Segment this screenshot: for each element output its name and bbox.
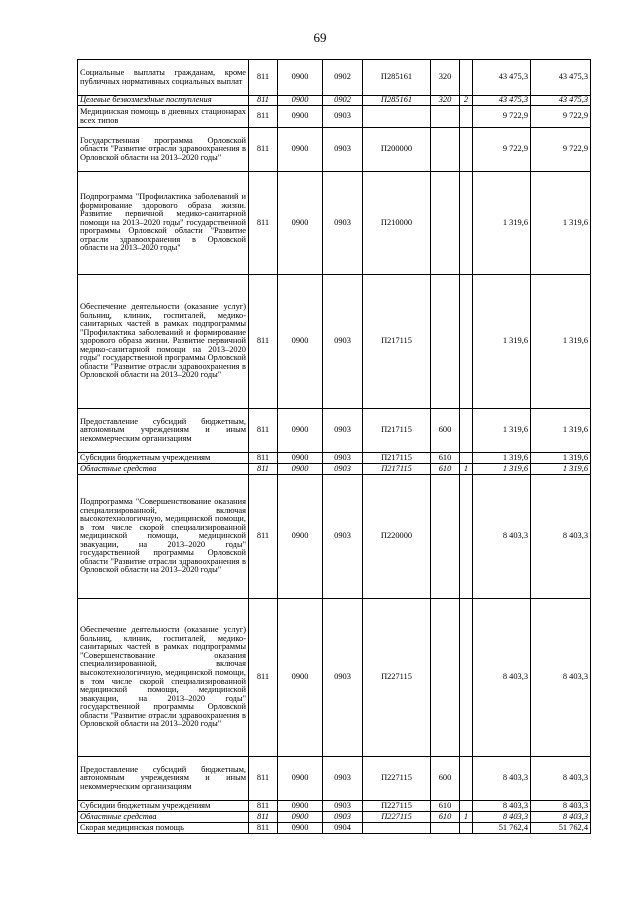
row-sum2: 43 475,3 (531, 60, 591, 96)
row-ist (460, 275, 473, 409)
row-vr (431, 275, 460, 409)
row-rz: 0900 (278, 757, 323, 801)
row-sum1: 1 319,6 (473, 453, 531, 464)
row-gr: 811 (249, 823, 278, 834)
row-name: Скорая медицинская помощь (78, 823, 249, 834)
row-name: Социальные выплаты гражданам, кроме публичных нормативных социальных выплат (78, 60, 249, 96)
row-cs: П285161 (363, 60, 431, 96)
row-cs: П220000 (363, 475, 431, 599)
row-name: Областные средства (78, 812, 249, 823)
row-vr (431, 599, 460, 757)
row-pr: 0903 (323, 475, 363, 599)
row-pr: 0902 (323, 60, 363, 96)
row-sum2: 8 403,3 (531, 599, 591, 757)
row-rz: 0900 (278, 464, 323, 475)
row-vr (431, 475, 460, 599)
row-rz: 0900 (278, 275, 323, 409)
row-vr: 610 (431, 464, 460, 475)
row-name: Областные средства (78, 464, 249, 475)
row-ist (460, 475, 473, 599)
row-gr: 811 (249, 409, 278, 453)
row-ist (460, 453, 473, 464)
row-sum1: 9 722,9 (473, 106, 531, 128)
row-name: Обеспечение деятельности (оказание услуг) больниц, клиник, госпиталей, медико-санитарных частей в рамках подпрограммы "Профилактика заболеваний и формирование здорового образа жизни. Развитие первичной медико-санитарной помощи на 2013–2020 годы" государственной программы Орловской области "Развитие отрасли здравоохранения в Орловской области на 2013–2020 годы" (78, 275, 249, 409)
table-row (78, 801, 591, 812)
table-row (78, 757, 591, 801)
row-cs: П227115 (363, 801, 431, 812)
row-ist (460, 128, 473, 172)
row-sum1: 1 319,6 (473, 464, 531, 475)
row-sum2: 1 319,6 (531, 275, 591, 409)
row-gr: 811 (249, 275, 278, 409)
row-ist (460, 409, 473, 453)
row-rz: 0900 (278, 409, 323, 453)
row-rz: 0900 (278, 128, 323, 172)
row-ist: 2 (460, 96, 473, 106)
row-pr: 0903 (323, 757, 363, 801)
row-name: Подпрограмма "Совершенствование оказания специализированной, включая высокотехнологичную, медицинской помощи, в том числе скорой специализированной медицинской помощи, медицинской эвакуации, на 2013–2020 годы" государственной программы Орловской области "Развитие отрасли здравоохранения в Орловской области на 2013–2020 годы" (78, 475, 249, 599)
row-sum1: 1 319,6 (473, 409, 531, 453)
row-cs: П210000 (363, 172, 431, 275)
row-cs (363, 823, 431, 834)
row-ist: 1 (460, 464, 473, 475)
row-name: Субсидии бюджетным учреждениям (78, 453, 249, 464)
row-sum1: 1 319,6 (473, 172, 531, 275)
row-gr: 811 (249, 801, 278, 812)
row-gr: 811 (249, 464, 278, 475)
row-cs: П217115 (363, 409, 431, 453)
row-pr: 0903 (323, 128, 363, 172)
row-sum2: 8 403,3 (531, 801, 591, 812)
row-cs: П227115 (363, 812, 431, 823)
row-pr: 0903 (323, 453, 363, 464)
row-rz: 0900 (278, 172, 323, 275)
row-pr: 0903 (323, 801, 363, 812)
row-cs: П200000 (363, 128, 431, 172)
row-vr: 320 (431, 60, 460, 96)
row-name: Предоставление субсидий бюджетным, автономным учреждениям и иным некоммерческим организациям (78, 409, 249, 453)
row-gr: 811 (249, 599, 278, 757)
row-rz: 0900 (278, 812, 323, 823)
row-sum2: 9 722,9 (531, 106, 591, 128)
row-sum1: 43 475,3 (473, 96, 531, 106)
row-pr: 0903 (323, 106, 363, 128)
row-ist (460, 801, 473, 812)
row-gr: 811 (249, 128, 278, 172)
row-sum1: 9 722,9 (473, 128, 531, 172)
row-pr: 0903 (323, 599, 363, 757)
row-rz: 0900 (278, 599, 323, 757)
row-rz: 0900 (278, 96, 323, 106)
row-gr: 811 (249, 106, 278, 128)
table-row (78, 60, 591, 96)
row-ist (460, 757, 473, 801)
row-name: Обеспечение деятельности (оказание услуг) больниц, клиник, госпиталей, медико-санитарных частей в рамках подпрограммы "Совершенствование оказания специализированной, включая высокотехнологичную, медицинской помощи, в том числе скорой специализированной медицинской помощи, медицинской эвакуации, на 2013–2020 годы" государственной программы Орловской области "Развитие отрасли здравоохранения в Орловской области на 2013–2020 годы" (78, 599, 249, 757)
row-pr: 0903 (323, 275, 363, 409)
row-ist (460, 106, 473, 128)
row-name: Медицинская помощь в дневных стационарах всех типов (78, 106, 249, 128)
row-ist (460, 172, 473, 275)
table-row (78, 128, 591, 172)
row-vr: 320 (431, 96, 460, 106)
row-vr: 610 (431, 812, 460, 823)
table-row (78, 453, 591, 464)
row-rz: 0900 (278, 801, 323, 812)
row-sum2: 1 319,6 (531, 464, 591, 475)
row-name: Предоставление субсидий бюджетным, автономным учреждениям и иным некоммерческим организациям (78, 757, 249, 801)
row-pr: 0904 (323, 823, 363, 834)
row-ist (460, 823, 473, 834)
row-rz: 0900 (278, 823, 323, 834)
table-row (78, 96, 591, 106)
row-sum1: 8 403,3 (473, 801, 531, 812)
row-vr: 600 (431, 409, 460, 453)
row-ist (460, 599, 473, 757)
row-rz: 0900 (278, 60, 323, 96)
row-sum2: 51 762,4 (531, 823, 591, 834)
row-sum2: 1 319,6 (531, 409, 591, 453)
row-sum1: 8 403,3 (473, 757, 531, 801)
row-ist: 1 (460, 812, 473, 823)
row-name: Целевые безвозмездные поступления (78, 96, 249, 106)
row-gr: 811 (249, 172, 278, 275)
row-gr: 811 (249, 812, 278, 823)
row-sum1: 8 403,3 (473, 599, 531, 757)
row-cs: П285161 (363, 96, 431, 106)
row-pr: 0902 (323, 96, 363, 106)
row-cs: П227115 (363, 599, 431, 757)
table-row (78, 599, 591, 757)
row-vr (431, 106, 460, 128)
row-vr (431, 128, 460, 172)
row-rz: 0900 (278, 106, 323, 128)
row-cs: П227115 (363, 757, 431, 801)
row-sum2: 1 319,6 (531, 453, 591, 464)
row-vr: 600 (431, 757, 460, 801)
row-pr: 0903 (323, 409, 363, 453)
row-vr (431, 823, 460, 834)
table-row (78, 464, 591, 475)
row-cs: П217115 (363, 275, 431, 409)
page-number: 69 (313, 30, 327, 45)
row-name: Государственная программа Орловской области "Развитие отрасли здравоохранения в Орловской области на 2013–2020 годы" (78, 128, 249, 172)
row-name: Подпрограмма "Профилактика заболеваний и формирование здорового образа жизни. Развитие первичной медико-санитарной помощи на 2013–2020 годы" государственной программы Орловской области "Развитие отрасли здравоохранения в Орловской области на 2013–2020 годы" (78, 172, 249, 275)
row-name: Субсидии бюджетным учреждениям (78, 801, 249, 812)
row-gr: 811 (249, 60, 278, 96)
row-gr: 811 (249, 475, 278, 599)
row-sum2: 1 319,6 (531, 172, 591, 275)
budget-table (77, 59, 591, 834)
row-pr: 0903 (323, 812, 363, 823)
row-vr: 610 (431, 801, 460, 812)
table-row (78, 172, 591, 275)
row-sum1: 43 475,3 (473, 60, 531, 96)
row-cs (363, 106, 431, 128)
row-sum1: 51 762,4 (473, 823, 531, 834)
row-sum1: 8 403,3 (473, 812, 531, 823)
row-gr: 811 (249, 453, 278, 464)
table-row (78, 812, 591, 823)
row-sum1: 8 403,3 (473, 475, 531, 599)
row-vr (431, 172, 460, 275)
row-vr: 610 (431, 453, 460, 464)
table-row (78, 106, 591, 128)
row-cs: П217115 (363, 453, 431, 464)
row-rz: 0900 (278, 475, 323, 599)
table-row (78, 275, 591, 409)
row-rz: 0900 (278, 453, 323, 464)
row-sum2: 8 403,3 (531, 812, 591, 823)
row-sum2: 8 403,3 (531, 475, 591, 599)
row-gr: 811 (249, 757, 278, 801)
row-sum2: 43 475,3 (531, 96, 591, 106)
row-pr: 0903 (323, 172, 363, 275)
table-row (78, 823, 591, 834)
row-gr: 811 (249, 96, 278, 106)
table-row (78, 409, 591, 453)
row-ist (460, 60, 473, 96)
row-sum1: 1 319,6 (473, 275, 531, 409)
row-sum2: 8 403,3 (531, 757, 591, 801)
row-cs: П217115 (363, 464, 431, 475)
table-row (78, 475, 591, 599)
row-sum2: 9 722,9 (531, 128, 591, 172)
row-pr: 0903 (323, 464, 363, 475)
